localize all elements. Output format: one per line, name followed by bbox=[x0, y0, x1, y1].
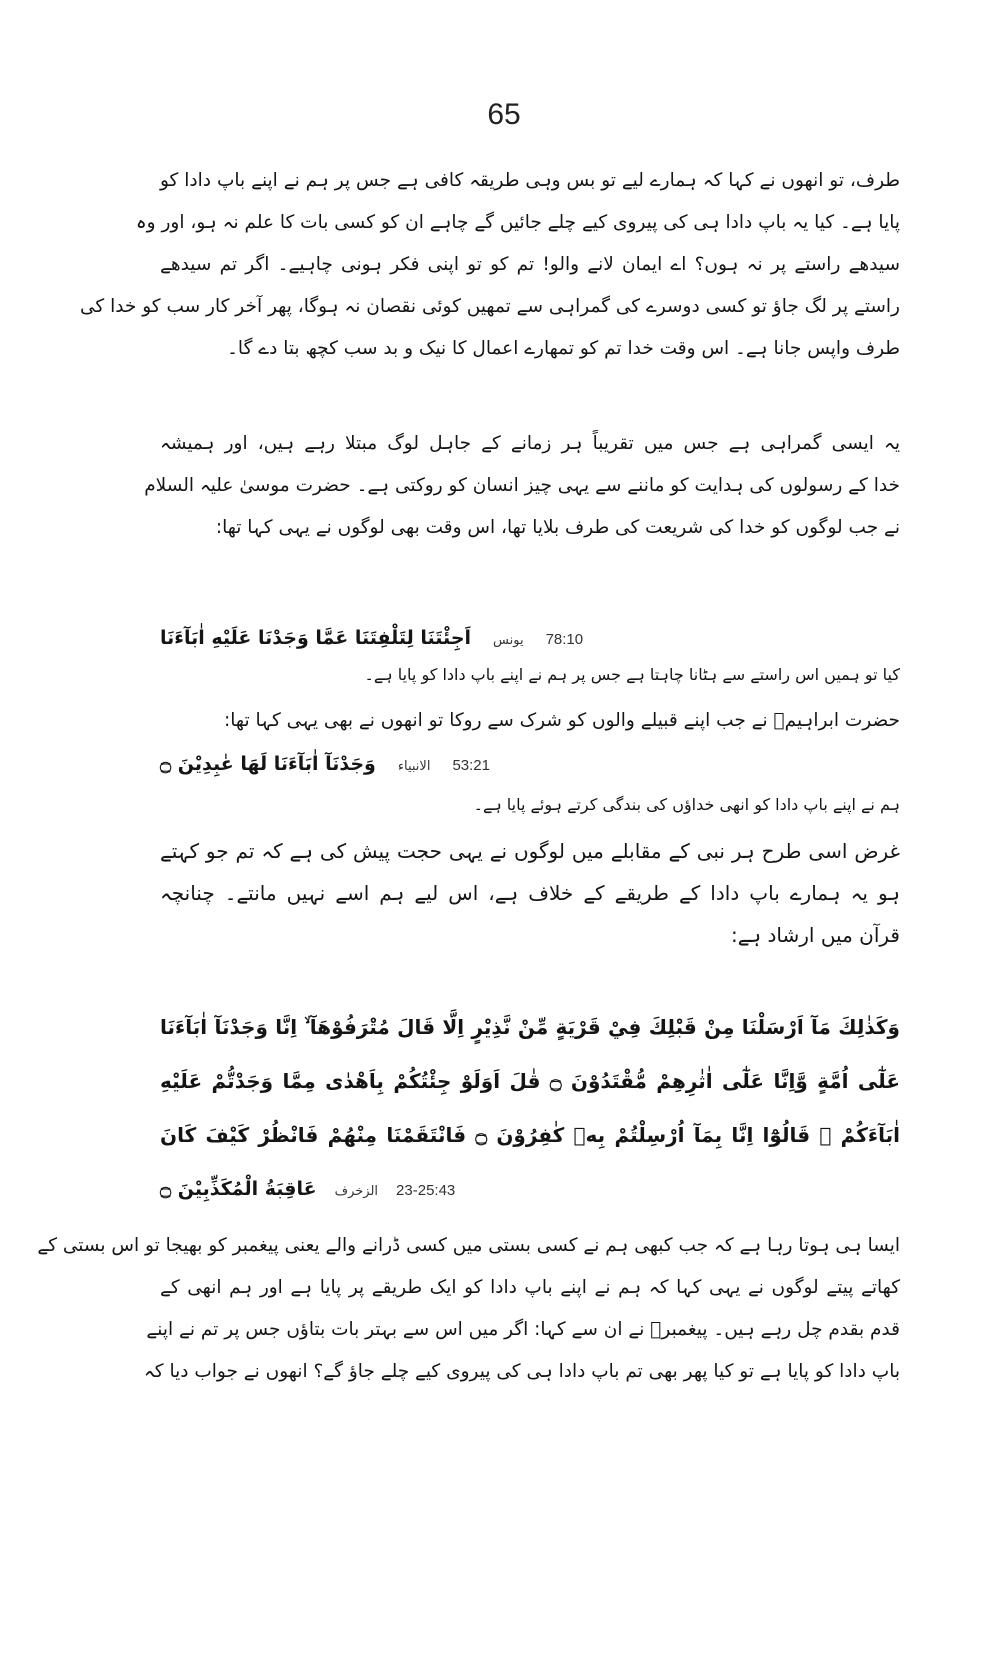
page-number: 65 bbox=[487, 98, 521, 131]
translation-3 bbox=[37, 1225, 900, 1393]
verse2-arabic: وَجَدْنَآ اٰبَآءَنَا لَهَا عٰبِدِيْنَ ۝ bbox=[160, 753, 376, 775]
paragraph-2 bbox=[144, 423, 900, 549]
verse3-surah: الزخرف bbox=[334, 1184, 379, 1199]
verse3-line-2: عَلٰٓى اُمَّةٍ وَّاِنَّا عَلٰٓى اٰثٰرِهِمْ مُّقْتَدُوْنَ ۝ قٰلَ اَوَلَوْ جِئْتُكُمْ بِاَهْدٰى مِمَّا وَجَدْتُّمْ عَلَيْهِ bbox=[160, 1069, 900, 1093]
verse1-surah: یونس bbox=[493, 633, 524, 648]
verse3-last-row bbox=[160, 1162, 900, 1216]
trans3-line-2: کھاتے پیتے لوگوں نے یہی کہا کہ ہم نے اپنے باپ دادا کو ایک طریقے پر پایا ہے اور ہم انھی کے bbox=[160, 1277, 900, 1298]
trans2-text: ہم نے اپنے باپ دادا کو انھی خداؤں کی بندگی کرتے ہوئے پایا ہے۔ bbox=[473, 795, 900, 814]
para1-line-5: طرف واپس جانا ہے۔ اس وقت خدا تم کو تمھارے اعمال کا نیک و بد سب کچھ بتا دے گا۔ bbox=[227, 338, 900, 359]
paragraph-3 bbox=[160, 700, 900, 742]
verse3-reference: 23-25:43 bbox=[396, 1182, 456, 1199]
para1-line-1: طرف، تو انھوں نے کہا کہ ہمارے لیے تو بس وہی طریقہ کافی ہے جس پر ہم نے اپنے باپ دادا کو bbox=[160, 170, 900, 191]
verse3-line-1: وَكَذٰلِكَ مَآ اَرْسَلْنَا مِنْ قَبْلِكَ فِيْ قَرْيَةٍ مِّنْ نَّذِيْرٍ اِلَّا قَالَ مُتْرَفُوْهَآ ۙ اِنَّا وَجَدْنَآ اٰبَآءَنَا bbox=[160, 1015, 900, 1039]
para4-line-1: غرض اسی طرح ہر نبی کے مقابلے میں لوگوں نے یہی حجت پیش کی ہے کہ تم جو کہتے bbox=[160, 839, 900, 863]
trans3-line-4: باپ دادا کو پایا ہے تو کیا پھر بھی تم باپ دادا ہی کی پیروی کیے چلے جاؤ گے؟ انھوں نے جواب دیا کہ bbox=[143, 1361, 900, 1382]
para2-line-3: نے جب لوگوں کو خدا کی شریعت کی طرف بلایا تھا، اس وقت بھی لوگوں نے یہی کہا تھا: bbox=[215, 517, 900, 538]
quran-verse-1 bbox=[160, 618, 900, 658]
verse2-reference: 53:21 bbox=[452, 757, 490, 774]
verse1-reference: 78:10 bbox=[545, 631, 584, 648]
para1-line-2: پایا ہے۔ کیا یہ باپ دادا ہی کی پیروی کیے چلے جائیں گے چاہے ان کو کسی بات کا علم نہ ہو، اور وہ bbox=[135, 212, 900, 233]
translation-1 bbox=[160, 656, 900, 694]
trans3-line-1: ایسا ہی ہوتا رہا ہے کہ جب کبھی ہم نے کسی بستی میں کسی ڈرانے والے یعنی پیغمبر کو بھیجا تو اس بستی کے bbox=[37, 1235, 900, 1256]
verse2-surah: الانبیاء bbox=[397, 759, 431, 774]
paragraph-1 bbox=[79, 160, 900, 370]
verse3-line-3: اٰبَآءَكُمْ ۭ قَالُوْٓا اِنَّا بِمَآ اُرْسِلْتُمْ بِهٖ كٰفِرُوْنَ ۝ فَانْتَقَمْنَا مِنْهُمْ فَانْظُرْ كَيْفَ كَانَ bbox=[160, 1123, 900, 1147]
para2-line-2: خدا کے رسولوں کی ہدایت کو ماننے سے یہی چیز انسان کو روکتی ہے۔ حضرت موسیٰ علیہ السلام bbox=[144, 475, 900, 496]
para1-line-3: سیدھے راستے پر نہ ہوں؟ اے ایمان لانے والو! تم کو تو اپنی فکر ہونی چاہیے۔ اگر تم سیدھے bbox=[160, 254, 900, 275]
translation-2 bbox=[160, 786, 900, 824]
verse1-row bbox=[160, 618, 900, 658]
para4-line-2: ہو یہ ہمارے باپ دادا کے طریقے کے خلاف ہے، اس لیے ہم اسے نہیں مانتے۔ چنانچہ bbox=[160, 881, 900, 905]
paragraph-4 bbox=[160, 830, 900, 956]
verse3-last-arabic: عَاقِبَةُ الْمُكَذِّبِيْنَ ۝ bbox=[160, 1178, 317, 1200]
para2-line-1: یہ ایسی گمراہی ہے جس میں تقریباً ہر زمانے کے جاہل لوگ مبتلا رہے ہیں، اور ہمیشہ bbox=[160, 433, 900, 454]
verse1-arabic: اَجِئْتَنَا لِتَلْفِتَنَا عَمَّا وَجَدْنَا عَلَيْهِ اٰبَآءَنَا bbox=[160, 627, 472, 649]
para1-line-4: راستے پر لگ جاؤ تو کسی دوسرے کی گمراہی سے تمھیں کوئی نقصان نہ ہوگا، پھر آخر کار سب کو خدا کی bbox=[79, 296, 900, 317]
trans1-text: کیا تو ہمیں اس راستے سے ہٹانا چاہتا ہے جس پر ہم نے اپنے باپ دادا کو پایا ہے۔ bbox=[364, 665, 900, 684]
para4-line-3: قرآن میں ارشاد ہے: bbox=[730, 923, 900, 947]
trans3-line-3: قدم بقدم چل رہے ہیں۔ پیغمبرؑ نے ان سے کہا: اگر میں اس سے بہتر بات بتاؤں جس پر تم نے اپنے bbox=[146, 1319, 900, 1340]
quran-verse-2 bbox=[160, 744, 900, 784]
quran-verse-3 bbox=[160, 1000, 900, 1216]
para3-text: حضرت ابراہیمؑ نے جب اپنے قبیلے والوں کو شرک سے روکا تو انھوں نے بھی یہی کہا تھا: bbox=[224, 710, 900, 731]
verse2-row bbox=[160, 744, 900, 784]
